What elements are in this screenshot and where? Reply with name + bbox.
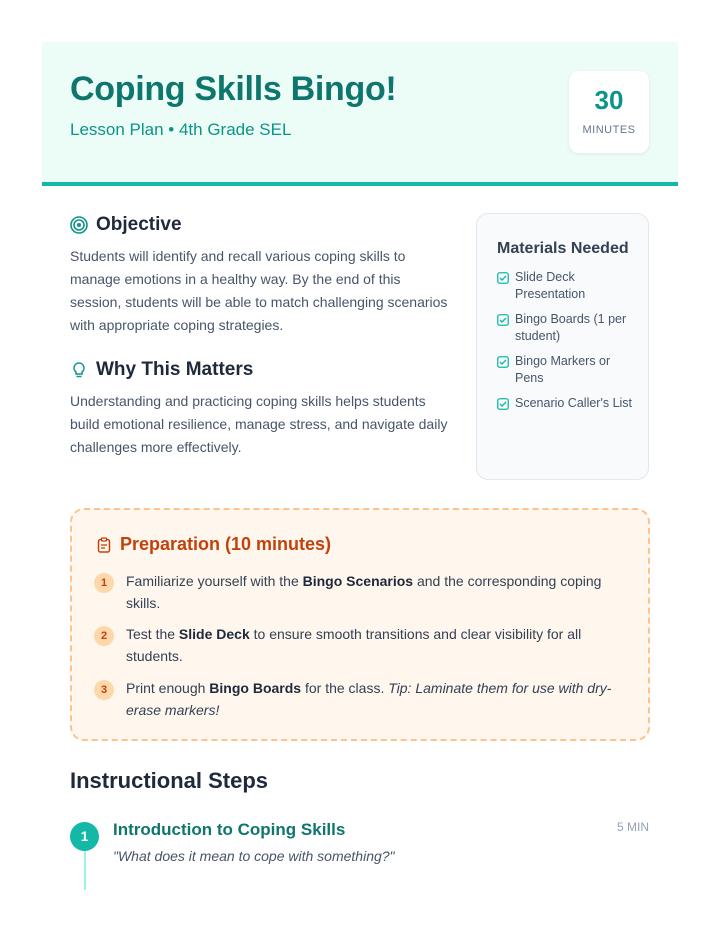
step-number: 1: [70, 822, 99, 851]
preparation-item: [94, 570, 624, 614]
target-icon: [70, 216, 88, 234]
preparation-item-text: Familiarize yourself with the Bingo Scenarios and the corresponding coping skills.: [126, 573, 602, 611]
preparation-item-number: 3: [94, 680, 114, 700]
preparation-item-number: 2: [94, 626, 114, 646]
preparation-item: [94, 623, 624, 667]
page-title: Coping Skills Bingo!: [70, 70, 397, 108]
preparation-tip: Tip: Laminate them for use with dry-erase markers!: [126, 680, 612, 718]
materials-item: [497, 395, 636, 412]
why-heading: [70, 359, 253, 381]
preparation-item-text: Test the Slide Deck to ensure smooth transitions and clear visibility for all students.: [126, 626, 582, 664]
clipboard-icon: [96, 537, 112, 553]
duration-badge: [569, 71, 649, 153]
objective-heading: [70, 214, 182, 236]
materials-item-label: Scenario Caller's List: [515, 396, 633, 410]
duration-unit: MINUTES: [582, 124, 636, 136]
preparation-item: [94, 677, 624, 721]
step-title: Introduction to Coping Skills: [113, 820, 346, 839]
lesson-header: [42, 42, 678, 186]
materials-heading: Materials Needed: [497, 240, 629, 257]
preparation-item-number: 1: [94, 573, 114, 593]
checkbox-icon: [497, 272, 509, 284]
preparation-heading-text: Preparation (10 minutes): [120, 534, 332, 554]
step-quote: "What does it mean to cope with something?": [113, 848, 395, 864]
materials-item-label: Slide Deck Presentation: [515, 270, 586, 301]
step-duration: 5 MIN: [616, 820, 649, 834]
page-subtitle: Lesson Plan • 4th Grade SEL: [70, 120, 292, 139]
why-heading-text: Why This Matters: [96, 359, 254, 380]
preparation-card: [70, 508, 650, 741]
lightbulb-icon: [70, 361, 88, 379]
preparation-heading: [96, 534, 331, 555]
preparation-item-text: Print enough Bingo Boards for the class. Tip: Laminate them for use with dry-erase markers!: [126, 680, 612, 718]
instructional-steps-heading: Instructional Steps: [70, 768, 269, 793]
checkbox-icon: [497, 356, 509, 368]
checkbox-icon: [497, 398, 509, 410]
materials-item: [497, 353, 636, 387]
materials-item-label: Bingo Markers or Pens: [515, 354, 611, 385]
checkbox-icon: [497, 314, 509, 326]
materials-card: [476, 213, 649, 480]
objective-text: Students will identify and recall various coping skills to manage emotions in a healthy way. By the end of this session, students will be able to match challenging scenarios with appropriate coping strategies.: [70, 248, 448, 333]
materials-item-label: Bingo Boards (1 per student): [515, 312, 627, 343]
objective-heading-text: Objective: [96, 214, 182, 235]
materials-item: [497, 269, 636, 303]
materials-item: [497, 311, 636, 345]
timeline-line: [84, 850, 86, 890]
why-text: Understanding and practicing coping skills helps students build emotional resilience, manage stress, and navigate daily challenges more effectively.: [70, 393, 448, 455]
duration-value: 30: [594, 85, 624, 115]
